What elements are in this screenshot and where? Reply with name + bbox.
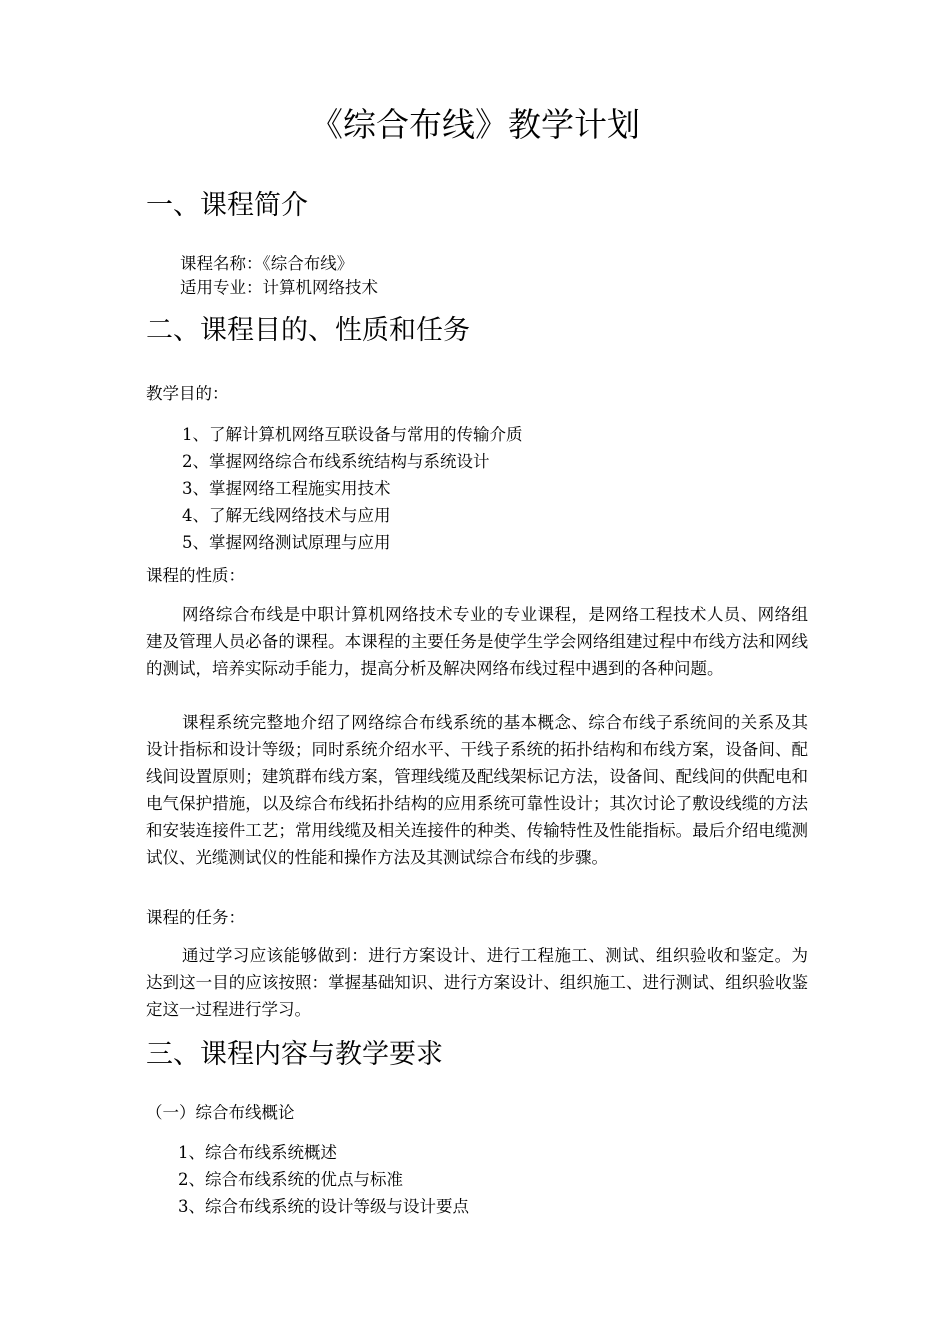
content-item: 1、综合布线系统概述 [178,1143,337,1162]
document-title: 《综合布线》教学计划 [310,105,640,144]
applicable-major: 适用专业：计算机网络技术 [180,278,378,297]
objective-item: 5、掌握网络测试原理与应用 [182,533,391,552]
nature-label: 课程的性质： [146,566,245,585]
task-label: 课程的任务： [146,908,245,927]
objective-item: 2、掌握网络综合布线系统结构与系统设计 [182,452,490,471]
content-item: 2、综合布线系统的优点与标准 [178,1170,403,1189]
course-name: 课程名称：《综合布线》 [180,254,354,273]
objective-item: 1、了解计算机网络互联设备与常用的传输介质 [182,425,523,444]
nature-paragraph-1: 网络综合布线是中职计算机网络技术专业的专业课程，是网络工程技术人员、网络组建及管理人员必备的课程。本课程的主要任务是使学生学会网络组建过程中布线方法和网线的测试，培养实际动手能力，提高分析及解决网络布线过程中遇到的各种问题。 [146,605,808,678]
objective-item: 3、掌握网络工程施实用技术 [182,479,391,498]
task-paragraph: 通过学习应该能够做到：进行方案设计、进行工程施工、测试、组织验收和鉴定。为达到这一目的应该按照：掌握基础知识、进行方案设计、组织施工、进行测试、组织验收鉴定这一过程进行学习。 [146,946,808,1019]
objective-item: 4、了解无线网络技术与应用 [182,506,391,525]
section-3-heading: 三、课程内容与教学要求 [146,1039,443,1070]
content-item: 3、综合布线系统的设计等级与设计要点 [178,1197,469,1216]
objectives-label: 教学目的： [146,384,229,403]
section-1-heading: 一、课程简介 [146,190,308,221]
nature-paragraph-2: 课程系统完整地介绍了网络综合布线系统的基本概念、综合布线子系统间的关系及其设计指标和设计等级；同时系统介绍水平、干线子系统的拓扑结构和布线方案，设备间、配线间设置原则；建筑群布线方案，管理线缆及配线架标记方法，设备间、配线间的供配电和电气保护措施，以及综合布线拓扑结构的应用系统可靠性设计；其次讨论了敷设线缆的方法和安装连接件工艺；常用线缆及相关连接件的种类、传输特性及性能指标。最后介绍电缆测试仪、光缆测试仪的性能和操作方法及其测试综合布线的步骤。 [146,713,808,867]
subsection-1-label: （一）综合布线概论 [146,1103,295,1122]
section-2-heading: 二、课程目的、性质和任务 [146,315,470,346]
